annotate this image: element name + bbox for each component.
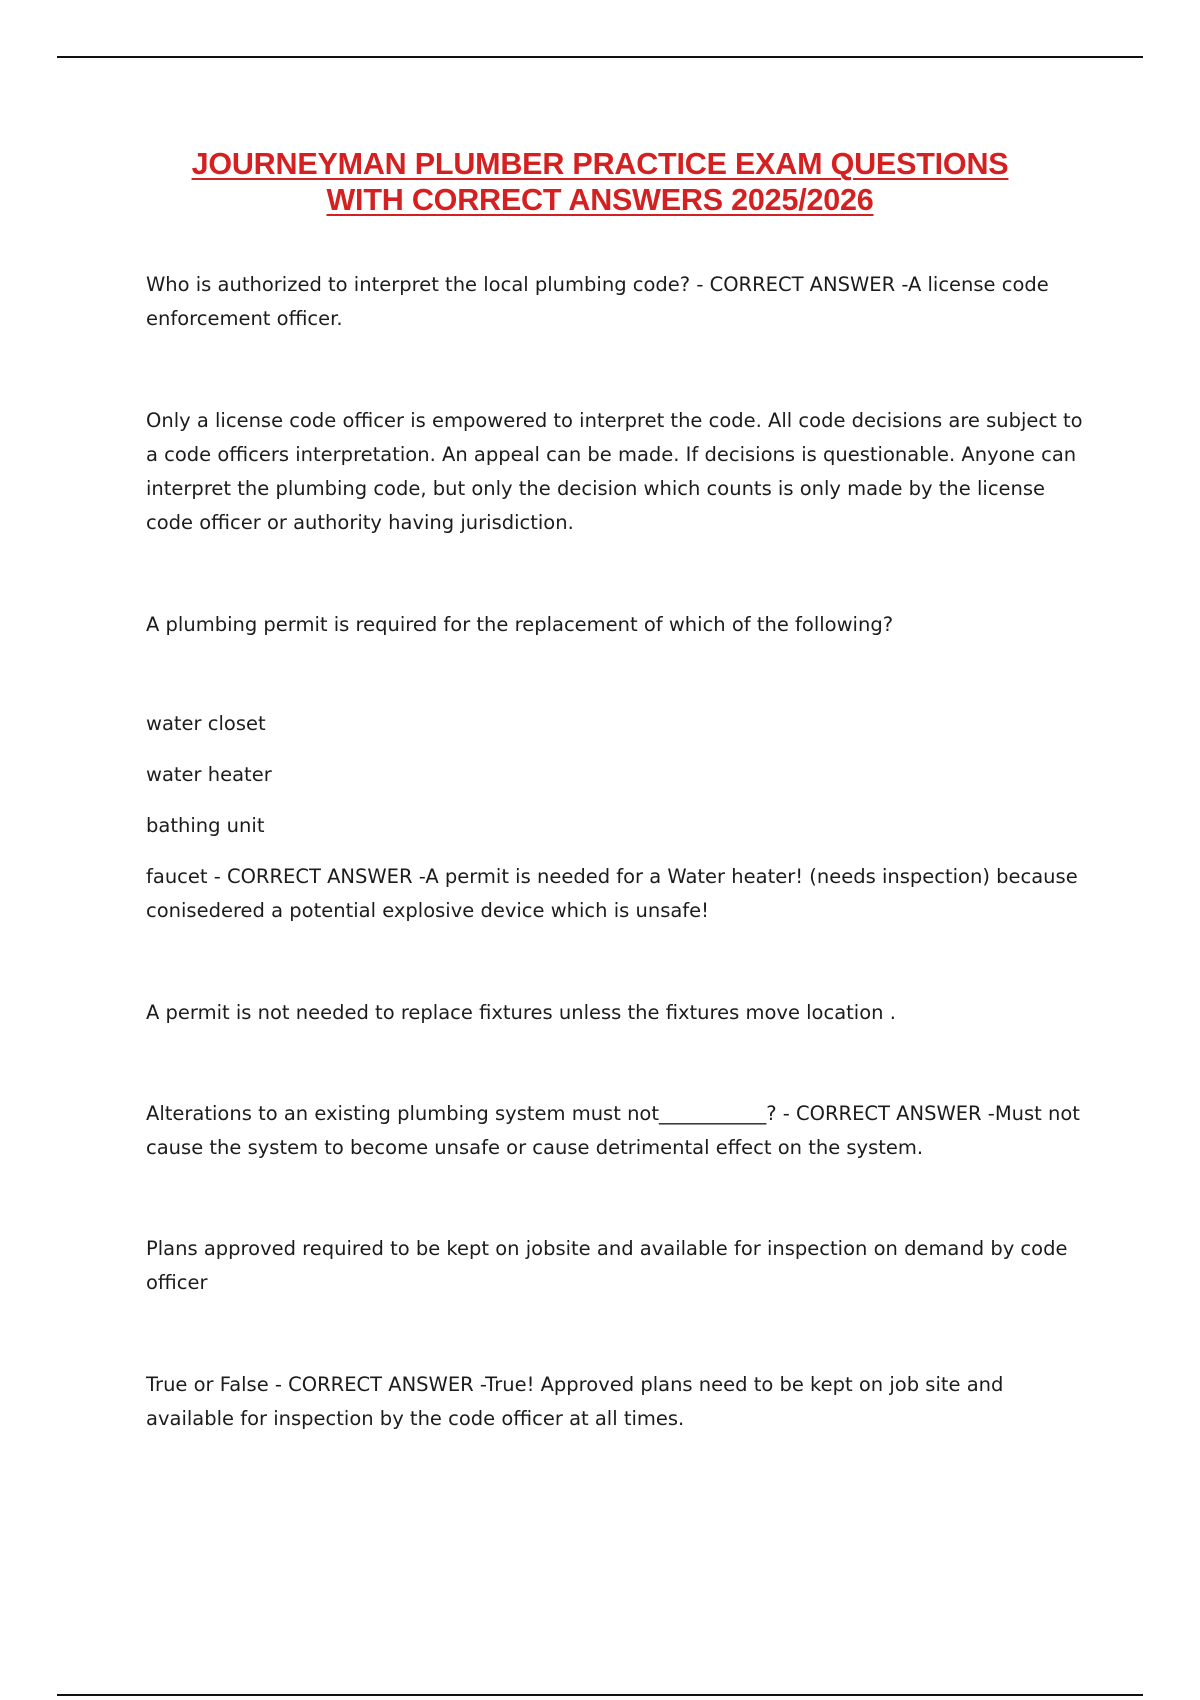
- title-line-1: JOURNEYMAN PLUMBER PRACTICE EXAM QUESTIONS: [191, 147, 1009, 181]
- question-paragraph: Who is authorized to interpret the local plumbing code? - CORRECT ANSWER -A license code enforcement officer.: [146, 273, 1049, 330]
- title-line-2: WITH CORRECT ANSWERS 2025/2026: [326, 183, 874, 217]
- answer-option: water heater: [146, 763, 272, 786]
- statement-paragraph: Plans approved required to be kept on jobsite and available for inspection on demand by code officer: [146, 1237, 1068, 1294]
- answer-paragraph: True or False - CORRECT ANSWER -True! Approved plans need to be kept on job site and available for inspection by the code officer at all times.: [146, 1373, 1004, 1430]
- bottom-divider: [57, 1694, 1143, 1696]
- question-paragraph: A plumbing permit is required for the replacement of which of the following?: [146, 613, 894, 636]
- document-title: [0, 146, 1200, 218]
- question-paragraph: Alterations to an existing plumbing system must not___________? - CORRECT ANSWER -Must not cause the system to become unsafe or cause detrimental effect on the system.: [146, 1102, 1080, 1159]
- explanation-paragraph: A permit is not needed to replace fixtures unless the fixtures move location .: [146, 1001, 896, 1024]
- top-divider: [57, 56, 1143, 58]
- answer-option: water closet: [146, 712, 266, 735]
- answer-option: bathing unit: [146, 814, 265, 837]
- answer-option-with-answer: faucet - CORRECT ANSWER -A permit is needed for a Water heater! (needs inspection) because conisedered a potential explosive device which is unsafe!: [146, 865, 1078, 922]
- explanation-paragraph: Only a license code officer is empowered to interpret the code. All code decisions are subject to a code officers interpretation. An appeal can be made. If decisions is questionable. Anyone can interpret the plumbing code, but only the decision which counts is only made by the license code officer or authority having jurisdiction.: [146, 409, 1083, 534]
